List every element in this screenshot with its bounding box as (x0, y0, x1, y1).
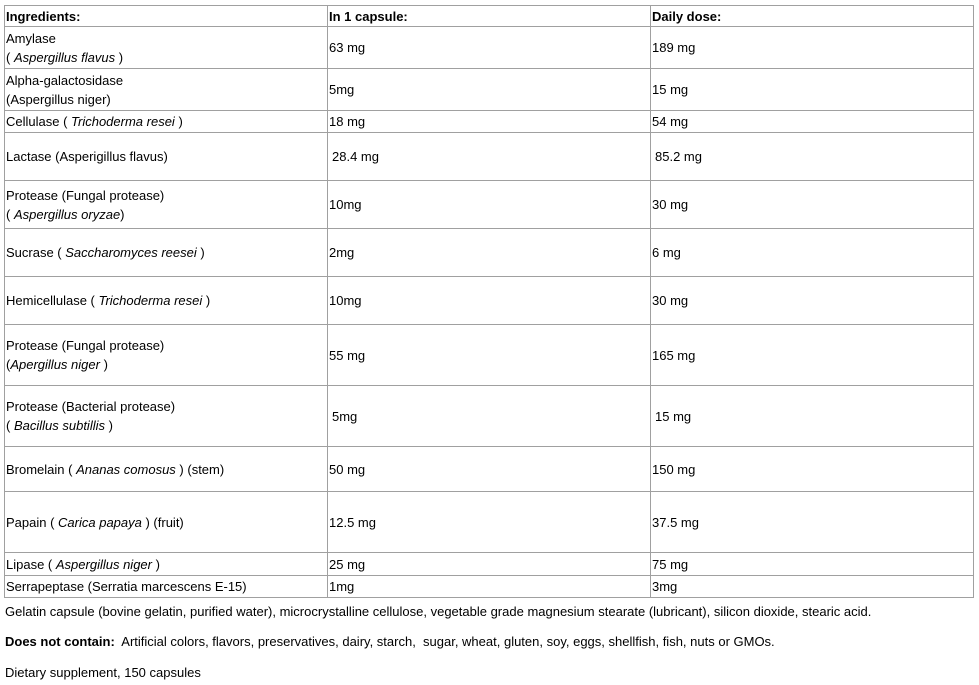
capsule-amount: 10mg (328, 277, 651, 325)
ingredient-cell: Bromelain ( Ananas comosus ) (stem) (5, 447, 328, 492)
ingredient-cell: Papain ( Carica papaya ) (fruit) (5, 492, 328, 553)
daily-dose-amount: 189 mg (651, 27, 974, 69)
ingredient-source: (Aspergillus niger) (6, 91, 111, 107)
daily-dose-amount: 15 mg (651, 69, 974, 111)
capsule-amount: 25 mg (328, 553, 651, 576)
capsule-amount: 12.5 mg (328, 492, 651, 553)
ingredient-cell: Protease (Fungal protease) ( Aspergillus oryzae) (5, 181, 328, 229)
capsule-amount: 10mg (328, 181, 651, 229)
table-row (5, 386, 974, 447)
table-row (5, 576, 974, 598)
table-row (5, 27, 974, 69)
ingredient-name: Alpha-galactosidase (6, 72, 124, 88)
capsule-amount: 63 mg (328, 27, 651, 69)
capsule-amount: 18 mg (328, 111, 651, 133)
daily-dose-amount: 165 mg (651, 325, 974, 386)
capsule-amount: 2mg (328, 229, 651, 277)
ingredient-source: Apergillus niger (10, 357, 100, 372)
capsule-amount: 28.4 mg (328, 133, 651, 181)
ingredient-source: Aspergillus niger (55, 556, 152, 572)
ingredients-table (4, 5, 974, 598)
ingredient-cell: Amylase ( Aspergillus flavus ) (5, 27, 328, 69)
ingredient-source: Ananas comosus (76, 461, 176, 477)
header-in-1-capsule: In 1 capsule: (328, 6, 651, 27)
daily-dose-amount: 75 mg (651, 553, 974, 576)
daily-dose-amount: 3mg (651, 576, 974, 598)
table-row (5, 181, 974, 229)
ingredient-source: Trichoderma resei (98, 293, 203, 308)
capsule-amount: 5mg (328, 386, 651, 447)
table-row (5, 325, 974, 386)
table-header-row (5, 6, 974, 27)
ingredient-source: Bacillus subtillis (13, 418, 105, 433)
ingredient-cell: Lipase ( Aspergillus niger ) (5, 553, 328, 576)
other-ingredients-text: Gelatin capsule (bovine gelatin, purified water), microcrystalline cellulose, vegetable grade magnesium stearate (lubricant), silicon dioxide, stearic acid. (5, 604, 872, 619)
does-not-contain-line (5, 634, 775, 650)
daily-dose-amount: 54 mg (651, 111, 974, 133)
capsule-amount: 1mg (328, 576, 651, 598)
table-row (5, 553, 974, 576)
daily-dose-amount: 6 mg (651, 229, 974, 277)
daily-dose-amount: 37.5 mg (651, 492, 974, 553)
daily-dose-amount: 150 mg (651, 447, 974, 492)
ingredient-cell (5, 69, 328, 111)
ingredient-source: Aspergillus oryzae (13, 206, 121, 222)
table-row (5, 69, 974, 111)
does-not-contain-text: Artificial colors, flavors, preservatives, dairy, starch, sugar, wheat, gluten, soy, eggs, shellfish, fish, nuts or GMOs. (114, 634, 775, 649)
ingredient-name: Protease (Fungal protease) (6, 187, 165, 203)
ingredient-name: Protease (Bacterial protease) (6, 399, 176, 414)
ingredient-cell: Protease (Bacterial protease) ( Bacillus subtillis ) (5, 386, 328, 447)
ingredient-source: Trichoderma resei (71, 114, 175, 129)
table-row (5, 229, 974, 277)
ingredient-name: Amylase (6, 30, 56, 46)
capsule-amount: 55 mg (328, 325, 651, 386)
ingredient-cell: Protease (Fungal protease) (Apergillus niger ) (5, 325, 328, 386)
ingredient-name: Serrapeptase (Serratia marcescens E-15) (5, 576, 328, 598)
ingredient-name: Protease (Fungal protease) (6, 338, 165, 353)
capsule-amount: 50 mg (328, 447, 651, 492)
daily-dose-amount: 15 mg (651, 386, 974, 447)
table-row (5, 111, 974, 133)
ingredient-cell: Cellulase ( Trichoderma resei ) (5, 111, 328, 133)
daily-dose-amount: 30 mg (651, 277, 974, 325)
ingredient-source: Aspergillus flavus (13, 49, 116, 65)
capsule-amount: 5mg (328, 69, 651, 111)
header-daily-dose: Daily dose: (651, 6, 974, 27)
ingredient-source: Saccharomyces reesei (65, 245, 197, 260)
table-row (5, 277, 974, 325)
ingredient-cell: Hemicellulase ( Trichoderma resei ) (5, 277, 328, 325)
dietary-supplement-text: Dietary supplement, 150 capsules (5, 665, 201, 680)
ingredient-cell: Sucrase ( Saccharomyces reesei ) (5, 229, 328, 277)
table-row (5, 492, 974, 553)
table-row (5, 447, 974, 492)
table-row (5, 133, 974, 181)
does-not-contain-label: Does not contain: (5, 634, 115, 649)
daily-dose-amount: 85.2 mg (651, 133, 974, 181)
header-ingredients: Ingredients: (5, 6, 328, 27)
ingredient-name: Lactase (Asperigillus flavus) (5, 133, 328, 181)
daily-dose-amount: 30 mg (651, 181, 974, 229)
ingredient-source: Carica papaya (58, 514, 142, 530)
